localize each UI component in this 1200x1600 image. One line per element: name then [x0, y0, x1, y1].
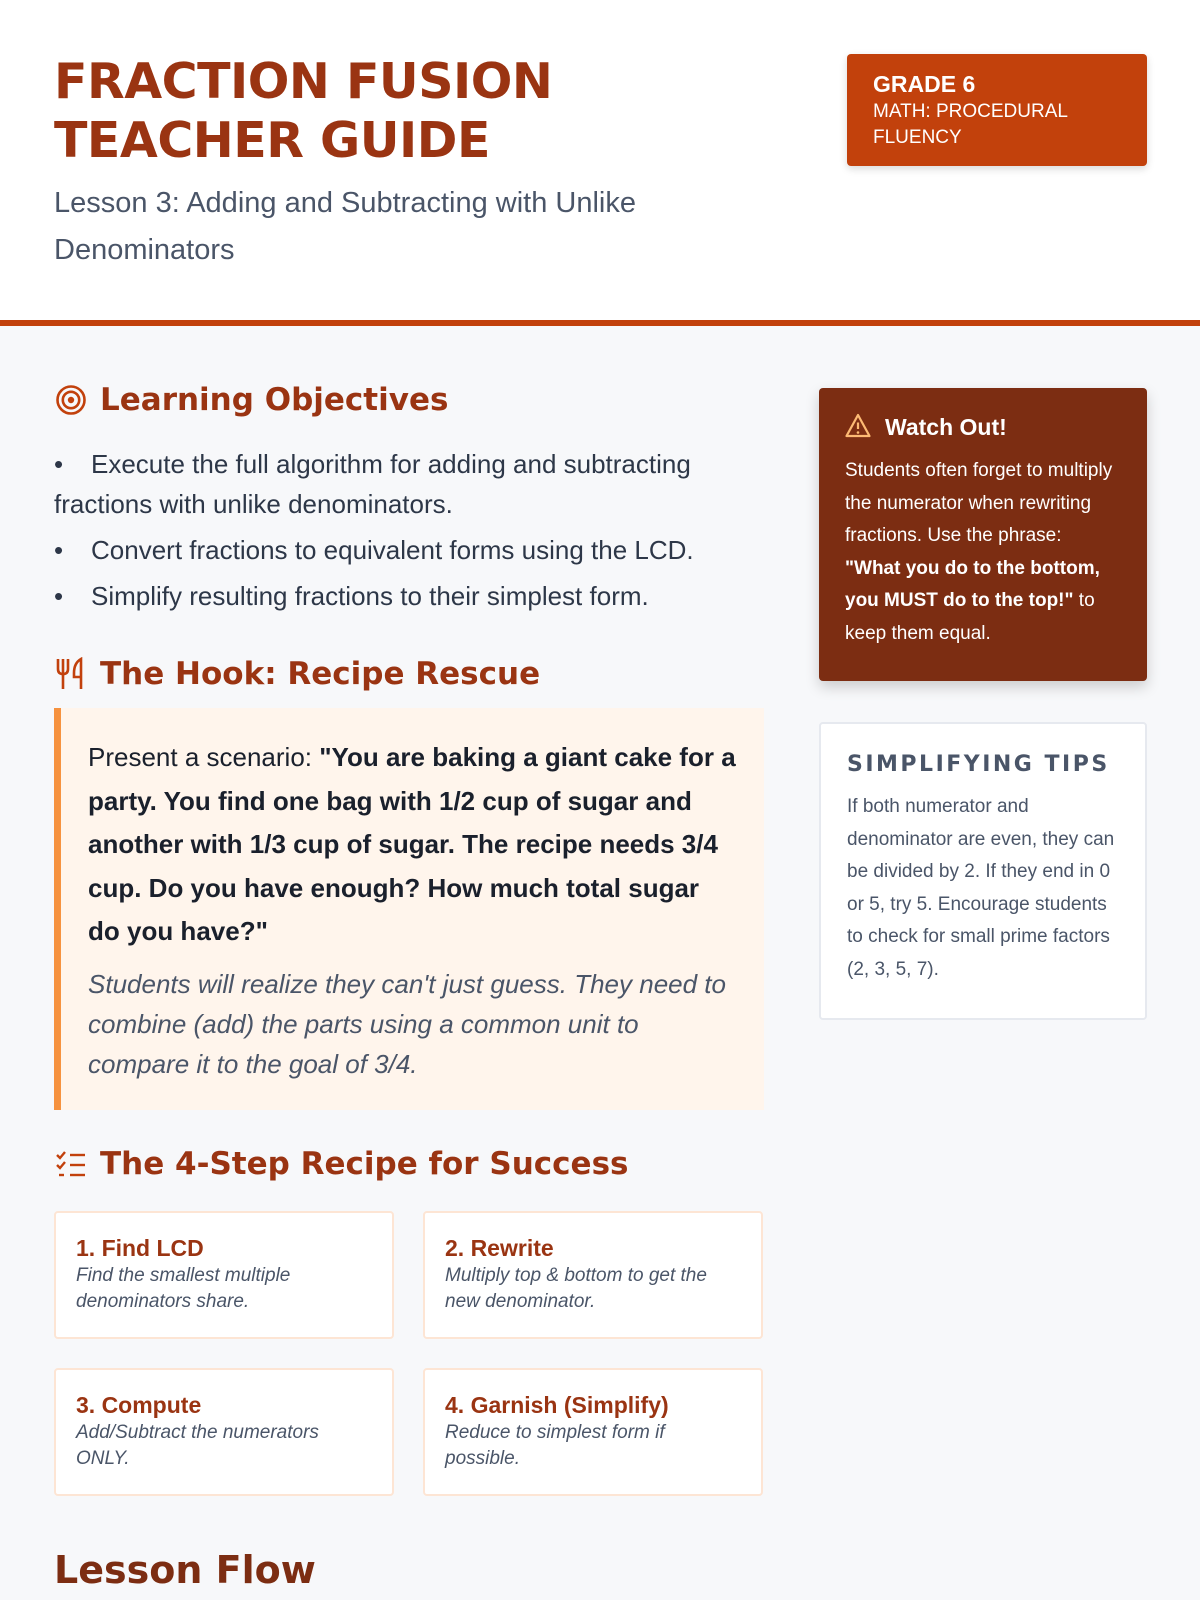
step-description: Multiply top & bottom to get the new denominator.: [445, 1265, 707, 1312]
step-title: 2. Rewrite: [445, 1235, 554, 1261]
checklist-icon: [54, 1147, 88, 1181]
watch-out-callout: [819, 388, 1147, 681]
target-icon: [54, 383, 88, 417]
objectives-heading: [54, 382, 448, 418]
step-description: Add/Subtract the numerators ONLY.: [76, 1422, 319, 1469]
tips-heading: SIMPLIFYING TIPS: [847, 752, 1110, 777]
step-title: 3. Compute: [76, 1392, 202, 1418]
list-item: • Execute the full algorithm for adding and subtracting fractions with unlike denominators.: [54, 449, 691, 519]
step-title: 1. Find LCD: [76, 1235, 204, 1261]
watch-out-header: [845, 413, 1121, 441]
objectives-heading-text: Learning Objectives: [100, 382, 449, 418]
list-item: • Convert fractions to equivalent forms using the LCD.: [54, 535, 694, 565]
simplifying-tips-card: [819, 722, 1147, 1020]
page-subtitle: Lesson 3: Adding and Subtracting with Unlike Denominators: [54, 187, 636, 266]
watch-out-text-tail: to keep them equal.: [845, 590, 1095, 644]
step-description: Find the smallest multiple denominators share.: [76, 1265, 291, 1312]
hook-scenario-box: [54, 708, 764, 1110]
step-card: [423, 1368, 763, 1496]
tips-text: If both numerator and denominator are even, they can be divided by 2. If they end in 0 or 5, try 5. Encourage students to check for small prime factors (2, 3, 5, 7).: [847, 796, 1115, 980]
objective-text: Simplify resulting fractions to their simplest form.: [91, 581, 649, 611]
warning-triangle-icon: [845, 413, 873, 441]
hook-heading-text: The Hook: Recipe Rescue: [100, 656, 541, 692]
step-card: [423, 1211, 763, 1339]
hook-quote: "You are baking a giant cake for a party. You find one bag with 1/2 cup of sugar and another with 1/3 cup of sugar. The recipe needs 3/4 cup. Do you have enough? How much total sugar do you have?": [88, 742, 736, 946]
watch-out-text: [845, 455, 1121, 650]
hook-note: Students will realize they can't just guess. They need to combine (add) the parts using a common unit to compare it to the goal of 3/4.: [88, 968, 726, 1079]
hook-intro: Present a scenario:: [88, 742, 320, 772]
watch-out-text-lead: Students often forget to multiply the numerator when rewriting fractions. Use the phrase:: [845, 460, 1113, 546]
objective-text: Convert fractions to equivalent forms using the LCD.: [91, 535, 694, 565]
objectives-list: [54, 444, 754, 622]
grade-label: GRADE 6: [873, 71, 976, 97]
list-item: • Simplify resulting fractions to their simplest form.: [54, 581, 649, 611]
steps-heading-text: The 4-Step Recipe for Success: [100, 1146, 629, 1182]
page-header: [0, 0, 1200, 326]
hook-heading: [54, 656, 540, 692]
step-title: 4. Garnish (Simplify): [445, 1392, 669, 1418]
page-title: FRACTION FUSION TEACHER GUIDE: [54, 53, 553, 169]
lesson-flow-heading: Lesson Flow: [54, 1548, 316, 1592]
objective-text: Execute the full algorithm for adding and subtracting fractions with unlike denominators.: [54, 449, 691, 519]
step-description: Reduce to simplest form if possible.: [445, 1422, 665, 1469]
utensils-icon: [54, 657, 88, 691]
subject-label: MATH: PROCEDURAL FLUENCY: [873, 101, 1068, 148]
watch-out-title: Watch Out!: [885, 413, 1007, 440]
step-card: [54, 1211, 394, 1339]
grade-badge: [847, 54, 1147, 166]
hook-scenario: [88, 736, 738, 954]
watch-out-phrase: "What you do to the bottom, you MUST do to the top!": [845, 557, 1100, 611]
steps-heading: [54, 1146, 628, 1182]
step-card: [54, 1368, 394, 1496]
